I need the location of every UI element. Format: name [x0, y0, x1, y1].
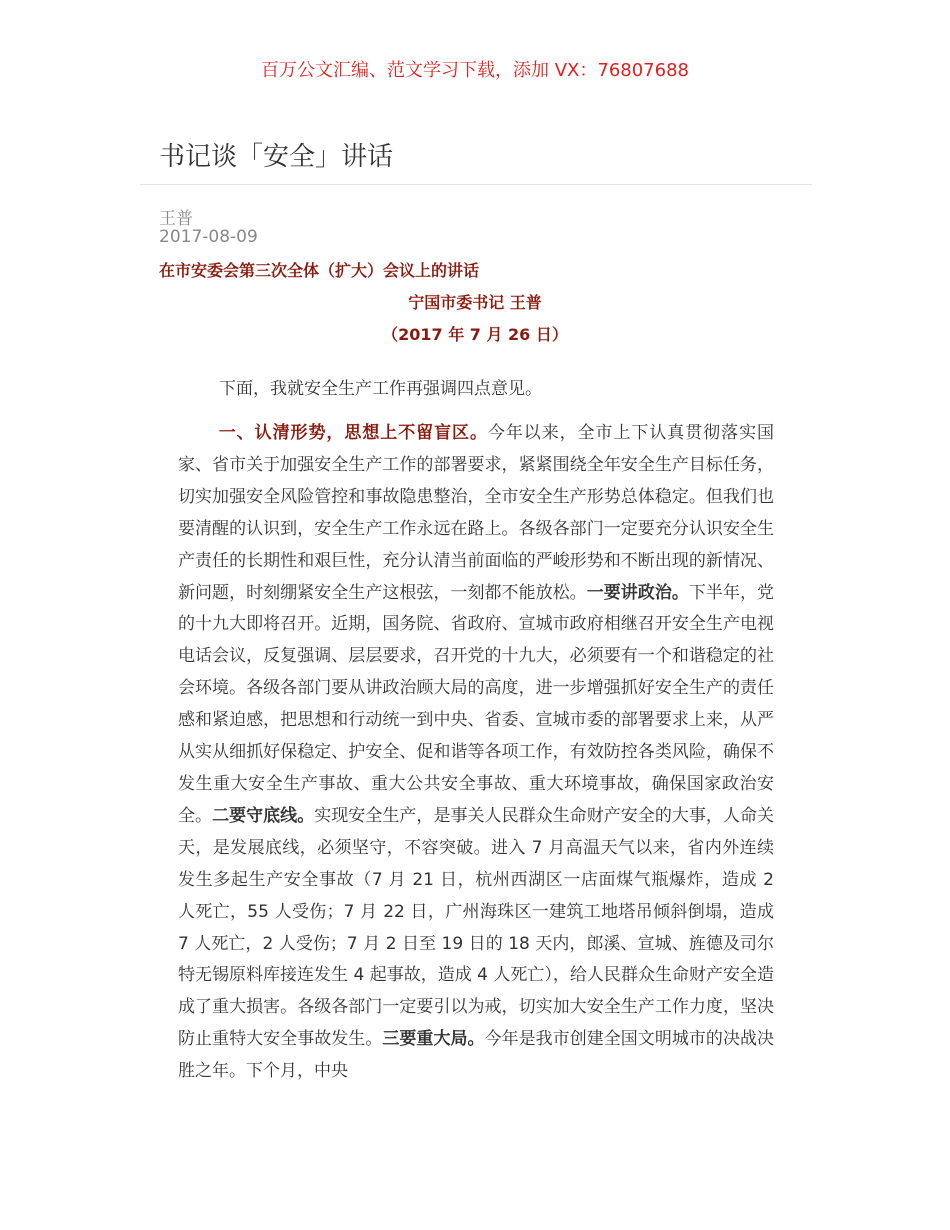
speech-date: （2017 年 7 月 26 日）: [382, 325, 568, 344]
point-1-text: 下半年，党的十九大即将召开。近期，国务院、省政府、宣城市政府相继召开安全生产电视电话会议，反复强调、层层要求，召开党的十九大，必须要有一个和谐稳定的社会环境。各级各部门要从讲政治顾大局的高度，进一步增强抓好安全生产的责任感和紧迫感，把思想和行动统一到中央、省委、宣城市委的部署要求上来，从严从实从细抓好保稳定、护安全、促和谐等各项工作，有效防控各类风险，确保不发生重大安全生产事故、重大公共安全事故、重大环境事故，确保国家政治安全。: [178, 582, 775, 826]
point-3-heading: 三要重大局。: [382, 1029, 485, 1050]
point-2-heading: 二要守底线。: [212, 805, 315, 826]
article-author: 王普: [159, 209, 193, 229]
point-1-heading: 一要讲政治。: [586, 582, 689, 603]
article-date: 2017-08-09: [159, 227, 258, 247]
speech-byline: 宁国市委书记 王普: [408, 293, 542, 312]
section-1-paragraph: [178, 418, 774, 1088]
article-title: 书记谈「安全」讲话: [159, 142, 394, 172]
section-1-heading: 一、认清形势，思想上不留盲区。: [218, 423, 488, 443]
promo-banner: 百万公文汇编、范文学习下载，添加 VX：76807688: [261, 60, 689, 81]
title-divider: [140, 184, 812, 185]
point-2-text: 实现安全生产，是事关人民群众生命财产安全的大事，人命关天，是发展底线，必须坚守，不容突破。进入 7 月高温天气以来，省内外连续发生多起生产安全事故（7 月 21 日，杭州西湖区一店面煤气瓶爆炸，造成 2 人死亡，55 人受伤；7 月 22 日，广州海珠区一建筑工地塔吊倾斜倒塌，造成 7 人死亡，2 人受伤；7 月 2 日至 19 日的 18 天内，郎溪、宣城、旌德及司尔特无锡原料库接连发生 4 起事故，造成 4 人死亡），给人民群众生命财产安全造成了重大损害。各级各部门一定要引以为戒，切实加大安全生产工作力度，坚决防止重特大安全事故发生。: [178, 805, 775, 1050]
intro-paragraph: 下面，我就安全生产工作再强调四点意见。: [219, 379, 542, 399]
section-1-text: 今年以来，全市上下认真贯彻落实国家、省市关于加强安全生产工作的部署要求，紧紧围绕全年安全生产目标任务，切实加强安全风险管控和事故隐患整治，全市安全生产形势总体稳定。但我们也要清醒的认识到，安全生产工作永远在路上。各级各部门一定要充分认识安全生产责任的长期性和艰巨性，充分认清当前面临的严峻形势和不断出现的新情况、新问题，时刻绷紧安全生产这根弦，一刻都不能放松。: [178, 423, 775, 603]
point-3-text: 今年是我市创建全国文明城市的决战决胜之年。下个月，中央: [178, 1029, 775, 1082]
speech-title: 在市安委会第三次全体（扩大）会议上的讲话: [159, 261, 480, 280]
